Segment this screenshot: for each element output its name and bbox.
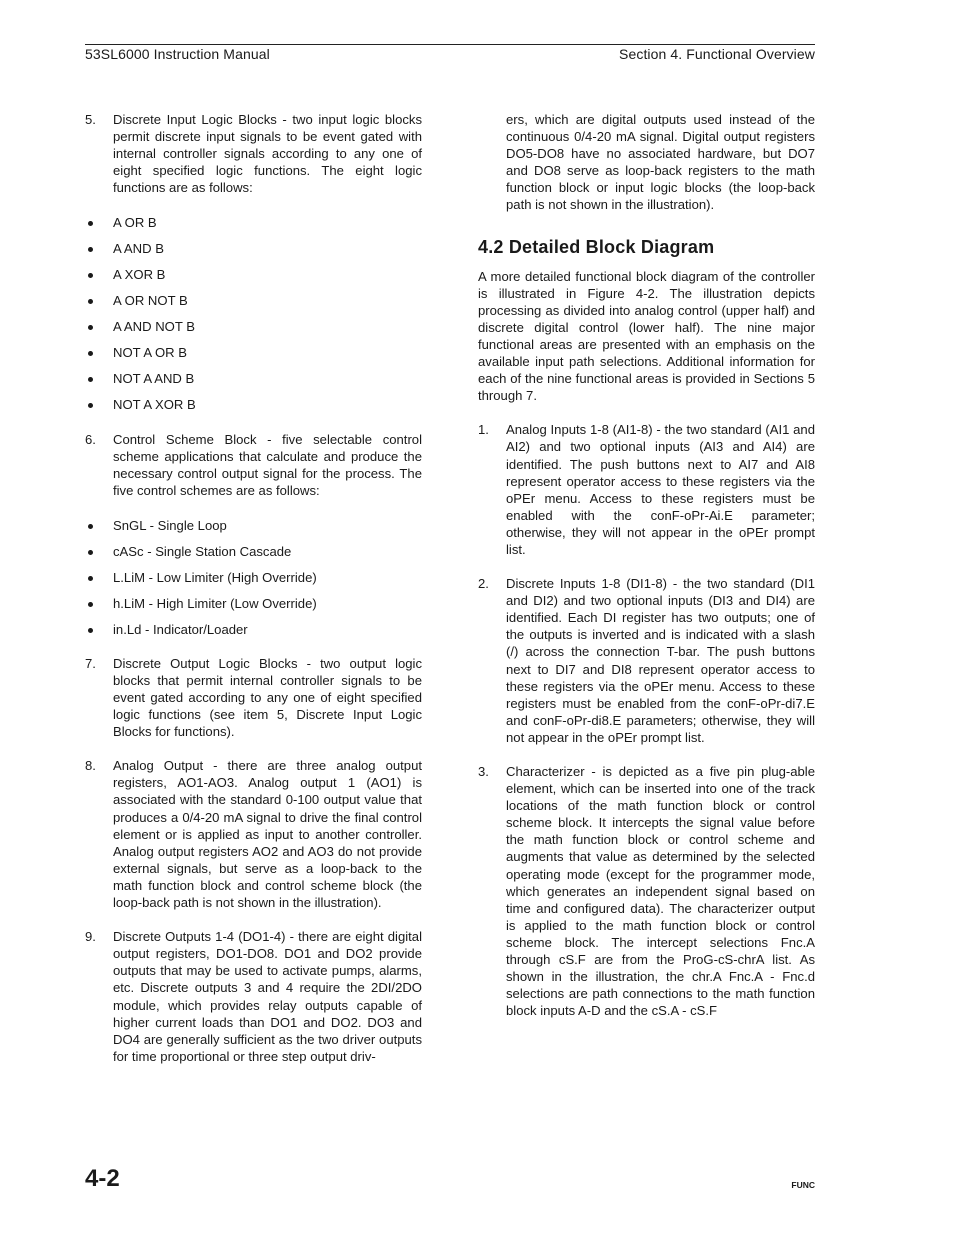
item-text: Discrete Outputs 1-4 (DO1-4) - there are eight digital output registers, DO1-DO8. DO1 and DO2 provide outputs that may be used to activate pumps, alarms, etc. Discrete outputs 3 and 4 require the 2DI/2DO module, which provides relay outputs capable of higher current loads than DO1 and DO2. DO3 and DO4 are generally sufficient as the two driver outputs for time proportional or three step output driv- [113, 929, 422, 1064]
item-text: Analog Output - there are three analog output registers, AO1-AO3. Analog output 1 (AO1) is associated with the standard 0-100 output value that produces a 0/4-20 mA signal to drive the final control element or is applied as input to another controller. Analog output registers AO2 and AO3 do not provide external signals, but serve as a loop-back to the math function block and control scheme block (the loop-back path is not shown in the illustration). [113, 758, 422, 911]
item-text: Characterizer - is depicted as a five pin plug-able element, which can be inserted into one of the track locations of the math function block or control scheme block. It intercepts the signal value before the math function block or control scheme and augments that value as determined by the selected operating mode (except for the programmer mode, which generates an independent signal based on time and configured data). The characterizer output is applied to the math function block or control scheme block. The intercept selections Fnc.A through cS.F are from the ProG-cS-chrA list. As shown in the illustration, the chr.A Fnc.A - Fnc.d selections are path connections to the math function block inputs A-D and the cS.A - cS.F [506, 764, 815, 1019]
item-number: 9. [85, 929, 96, 945]
list-item-8 [85, 757, 422, 911]
item-number: 5. [85, 112, 96, 127]
item-text: Control Scheme Block - five selectable control scheme applications that calculate and produce the necessary control output signal for the process. The five control schemes are as follows: [113, 431, 422, 499]
bullet-item: A AND NOT B [85, 318, 422, 335]
list-item-7 [85, 655, 422, 740]
item-number: 7. [85, 655, 96, 671]
item-text: Discrete Input Logic Blocks - two input logic blocks permit discrete input signals to be event gated with internal controller signals according to any one of eight specified logic functions. The eight logic functions are as follows: [113, 112, 422, 196]
bullet-item: NOT A XOR B [85, 396, 422, 413]
control-schemes-list [85, 517, 422, 638]
item-number: 2. [478, 576, 489, 592]
manual-title: 53SL6000 Instruction Manual [85, 46, 270, 62]
logic-functions-list [85, 214, 422, 412]
section-heading: 4.2 Detailed Block Diagram [478, 236, 715, 257]
bullet-item: in.Ld - Indicator/Loader [85, 621, 422, 638]
bullet-item: A OR NOT B [85, 292, 422, 309]
item-number: 8. [85, 758, 96, 774]
list-item-1 [478, 421, 815, 558]
bullet-item: NOT A AND B [85, 370, 422, 387]
list-item-3 [478, 763, 815, 1019]
bullet-item: A AND B [85, 240, 422, 257]
page-number: 4-2 [85, 1165, 120, 1192]
bullet-item: L.LiM - Low Limiter (High Override) [85, 569, 422, 586]
list-item-5 [85, 111, 422, 196]
page-header [85, 44, 815, 62]
bullet-item: SnGL - Single Loop [85, 517, 422, 534]
item-number: 6. [85, 431, 96, 447]
section-title: Section 4. Functional Overview [619, 46, 815, 62]
bullet-item: A XOR B [85, 266, 422, 283]
intro-paragraph: A more detailed functional block diagram of the controller is illustrated in Figure 4-2. The illustration depicts processing as divided into analog control (upper half) and discrete digital control (lower half). The nine major functional areas are presented with an emphasis on the available input path selections. Additional information for each of the nine functional areas is provided in Sections 5 through 7. [478, 268, 815, 404]
bullet-item: A OR B [85, 214, 422, 231]
left-column [85, 111, 422, 1065]
item-text: Analog Inputs 1-8 (AI1-8) - the two standard (AI1 and AI2) and two optional inputs (AI3 and AI4) are identified. The push buttons next to AI7 and AI8 represent operator access to these registers via the oPEr menu. Access to these registers must be enabled with the conF-oPr-Ai.E parameter; otherwise, they will not appear in the oPEr prompt list. [506, 422, 815, 557]
item-number: 3. [478, 764, 489, 779]
right-column [478, 111, 815, 1019]
item-text: Discrete Output Logic Blocks - two output logic blocks that permit internal controller signals to be event gated according to any one of eight specified logic functions (see item 5, Discrete Input Logic Blocks for functions). [113, 655, 422, 740]
bullet-item: h.LiM - High Limiter (Low Override) [85, 595, 422, 612]
item-number: 1. [478, 422, 489, 438]
item-text: Discrete Inputs 1-8 (DI1-8) - the two standard (DI1 and DI2) and two optional inputs (DI3 and DI4) are identified. Each DI register has two outputs; one of the outputs is inverted and is indicated with a slash (/) across the connection T-bar. The push buttons next to DI7 and DI8 represent operator access to these registers via the oPEr menu. Access to these registers must be enabled from the conF-oPr-di7.E and conF-oPr-di8.E parameters; otherwise, they will not appear in the oPEr prompt list. [506, 576, 815, 745]
bullet-item: NOT A OR B [85, 344, 422, 361]
section-code: FUNC [791, 1180, 815, 1190]
continuation-paragraph: ers, which are digital outputs used instead of the continuous 0/4-20 mA signal. Digital output registers DO5-DO8 have no associated hardware, but DO7 and DO8 serve as loop-back registers to the math function block or input logic blocks (the loop-back path is not shown in the illustration). [506, 112, 815, 213]
list-item-9 [85, 928, 422, 1065]
bullet-item: cASc - Single Station Cascade [85, 543, 422, 560]
list-item-6 [85, 431, 422, 499]
list-item-2 [478, 575, 815, 746]
